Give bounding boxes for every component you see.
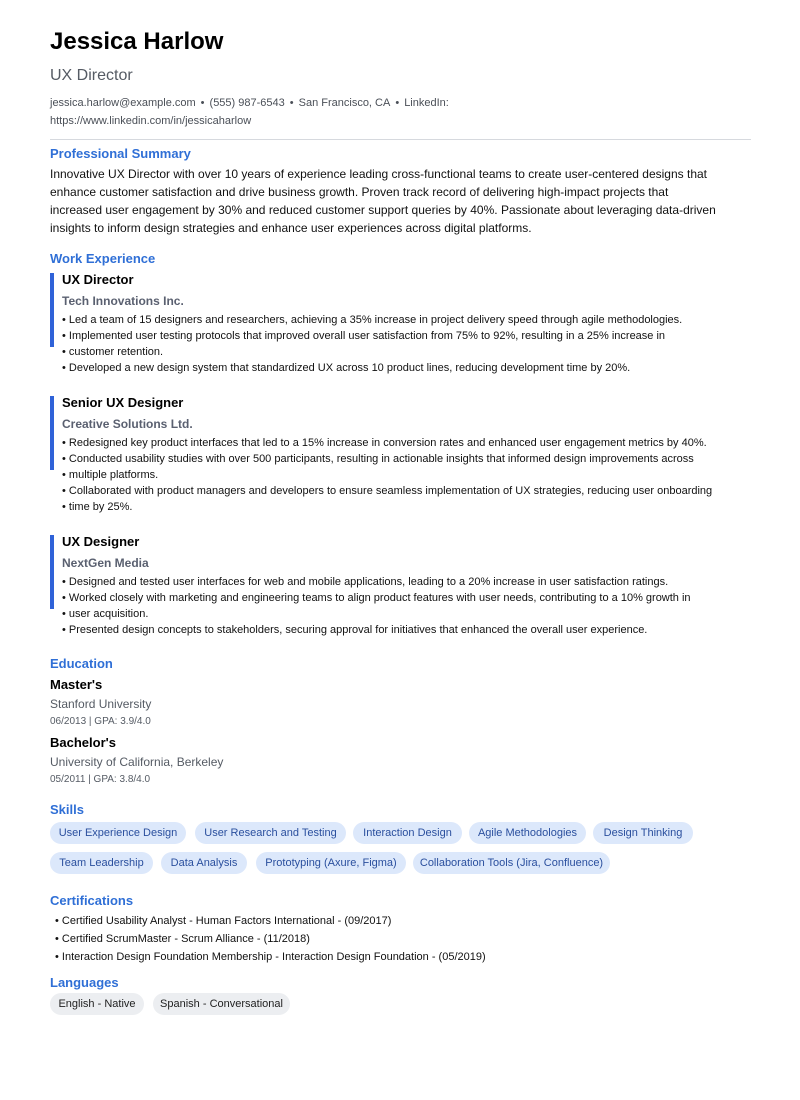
language-chips bbox=[50, 993, 751, 1017]
job-accent-bar bbox=[50, 396, 54, 470]
bullet-line: • Implemented user testing protocols that improved overall user satisfaction from 75% to 92%, resulting in a 25% increase in bbox=[62, 330, 666, 342]
school: Stanford University bbox=[50, 697, 152, 711]
skill-chip: User Research and Testing bbox=[195, 822, 346, 844]
job-title: UX Designer bbox=[62, 534, 140, 549]
section-heading-summary: Professional Summary bbox=[50, 146, 191, 161]
summary-line: increased user engagement by 30% and reduced customer support queries by 40%. Passionate about leveraging data-driven bbox=[50, 203, 716, 217]
bullet-line: • Worked closely with marketing and engineering teams to align product features with user needs, contributing to a 10% growth in bbox=[62, 592, 691, 604]
bullet-line: • Conducted usability studies with over 500 participants, resulting in actionable insights that informed design improvements across bbox=[62, 453, 694, 465]
skill-chip: Interaction Design bbox=[353, 822, 462, 844]
education-section bbox=[50, 656, 751, 787]
job-entry bbox=[50, 394, 751, 515]
job-accent-bar bbox=[50, 535, 54, 609]
education-meta: 05/2011 | GPA: 3.8/4.0 bbox=[50, 774, 151, 785]
job-bullets bbox=[62, 574, 751, 638]
school: University of California, Berkeley bbox=[50, 755, 224, 769]
email: jessica.harlow@example.com bbox=[50, 97, 196, 109]
job-title: Senior UX Designer bbox=[62, 395, 184, 410]
skill-chip: Team Leadership bbox=[50, 852, 153, 874]
job-bullets bbox=[62, 312, 751, 376]
language-chip: English - Native bbox=[50, 993, 144, 1015]
education-entry bbox=[50, 734, 751, 787]
job-title: UX Director bbox=[62, 272, 134, 287]
bullet-line: • multiple platforms. bbox=[62, 469, 159, 481]
resume-page bbox=[50, 28, 751, 1017]
candidate-title: UX Director bbox=[50, 67, 133, 84]
job-company: Tech Innovations Inc. bbox=[62, 294, 184, 308]
languages-section bbox=[50, 975, 751, 1017]
bullet-line: • Redesigned key product interfaces that led to a 15% increase in conversion rates and enhanced user engagement metrics by 40%. bbox=[62, 437, 707, 449]
skill-chip: Data Analysis bbox=[161, 852, 247, 874]
degree: Master's bbox=[50, 677, 103, 692]
education-meta: 06/2013 | GPA: 3.9/4.0 bbox=[50, 716, 151, 727]
linkedin-url: https://www.linkedin.com/in/jessicaharlow bbox=[50, 115, 252, 127]
bullet-line: • Led a team of 15 designers and researchers, achieving a 35% increase in project delivery speed through agile methodologies. bbox=[62, 314, 683, 326]
job-bullets bbox=[62, 435, 751, 515]
education-entry bbox=[50, 676, 751, 729]
bullet-line: • Designed and tested user interfaces for web and mobile applications, leading to a 20% increase in user satisfaction ratings. bbox=[62, 576, 669, 588]
degree: Bachelor's bbox=[50, 735, 116, 750]
section-heading-skills: Skills bbox=[50, 802, 84, 817]
separator: • bbox=[200, 97, 205, 109]
skill-chip: Prototyping (Axure, Figma) bbox=[256, 852, 406, 874]
certifications-list bbox=[50, 912, 751, 966]
skills-section bbox=[50, 802, 751, 886]
experience-section bbox=[50, 251, 751, 638]
certification-item: • Interaction Design Foundation Membership - Interaction Design Foundation - (05/2019) bbox=[55, 951, 486, 963]
bullet-line: • Presented design concepts to stakeholders, securing approval for initiatives that enhanced the overall user experience. bbox=[62, 624, 648, 636]
certification-item: • Certified ScrumMaster - Scrum Alliance - (11/2018) bbox=[55, 933, 310, 945]
skill-chip: Agile Methodologies bbox=[469, 822, 586, 844]
section-heading-certifications: Certifications bbox=[50, 893, 134, 908]
summary-line: enhance customer satisfaction and drive business growth. Proven track record of delivering high-impact projects that bbox=[50, 185, 669, 199]
language-chip: Spanish - Conversational bbox=[153, 993, 290, 1015]
separator: • bbox=[395, 97, 400, 109]
summary-line: Innovative UX Director with over 10 years of experience leading cross-functional teams to create user-centered designs that bbox=[50, 167, 707, 181]
skill-chip: Collaboration Tools (Jira, Confluence) bbox=[413, 852, 610, 874]
linkedin-label: LinkedIn: bbox=[404, 97, 449, 109]
certifications-section bbox=[50, 893, 751, 966]
bullet-line: • time by 25%. bbox=[62, 501, 133, 513]
summary-line: insights to inform design strategies and enhance user experiences across digital platforms. bbox=[50, 221, 532, 235]
header-divider bbox=[50, 139, 751, 140]
skill-chip: User Experience Design bbox=[50, 822, 186, 844]
job-entry bbox=[50, 533, 751, 638]
separator: • bbox=[289, 97, 294, 109]
location: San Francisco, CA bbox=[298, 97, 391, 109]
job-entry bbox=[50, 271, 751, 376]
certification-item: • Certified Usability Analyst - Human Factors International - (09/2017) bbox=[55, 915, 392, 927]
skills-chips bbox=[50, 822, 751, 886]
bullet-line: • user acquisition. bbox=[62, 608, 149, 620]
section-heading-experience: Work Experience bbox=[50, 251, 156, 266]
summary-section bbox=[50, 146, 751, 237]
skill-chip: Design Thinking bbox=[593, 822, 693, 844]
section-heading-education: Education bbox=[50, 656, 113, 671]
summary-text bbox=[50, 165, 751, 237]
section-heading-languages: Languages bbox=[50, 975, 119, 990]
job-company: Creative Solutions Ltd. bbox=[62, 417, 193, 431]
phone: (555) 987-6543 bbox=[209, 97, 285, 109]
bullet-line: • customer retention. bbox=[62, 346, 164, 358]
job-company: NextGen Media bbox=[62, 556, 149, 570]
bullet-line: • Developed a new design system that standardized UX across 10 product lines, reducing development time by 20%. bbox=[62, 362, 631, 374]
candidate-name: Jessica Harlow bbox=[50, 28, 224, 55]
contact-line bbox=[50, 94, 480, 130]
job-accent-bar bbox=[50, 273, 54, 347]
bullet-line: • Collaborated with product managers and developers to ensure seamless implementation of UX strategies, reducing user onboarding bbox=[62, 485, 713, 497]
